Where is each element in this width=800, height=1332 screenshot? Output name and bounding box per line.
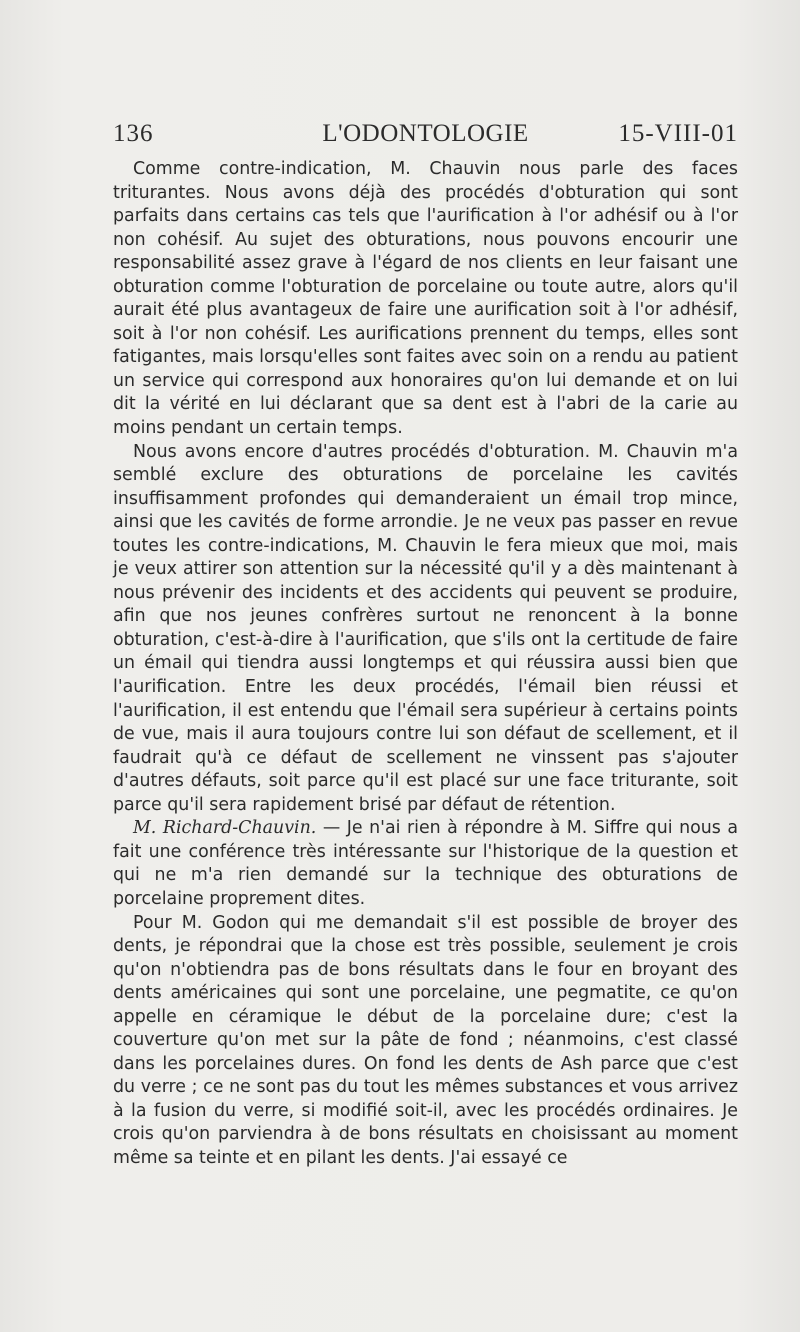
paragraph-3-text: — Je n'ai rien à répondre à M. Siffre qui nous a fait une conférence très intéressante sur l'historique de la question et qui ne m'a rien demandé sur la technique des obturations de porcelaine proprement dites.	[113, 818, 738, 909]
speaker-name: M. Richard-Chauvin.	[133, 818, 317, 839]
issue-date: 15-VIII-01	[618, 120, 738, 147]
page-header	[113, 120, 738, 154]
paragraph-3	[113, 817, 738, 911]
paragraph-1: Comme contre-indication, M. Chauvin nous parle des faces triturantes. Nous avons déjà des procédés d'obturation qui sont parfaits dans certains cas tels que l'aurification à l'or adhésif ou à l'or non cohésif. Au sujet des obturations, nous pouvons encourir une responsabilité assez grave à l'égard de nos clients en leur faisant une obturation comme l'obturation de porcelaine ou toute autre, alors qu'il aurait été plus avantageux de faire une aurification soit à l'or adhésif, soit à l'or non cohésif. Les aurifications prennent du temps, elles sont fatigantes, mais lorsqu'elles sont faites avec soin on a rendu au patient un service qui correspond aux honoraires qu'on lui demande et on lui dit la vérité en lui déclarant que sa dent est à l'abri de la carie au moins pendant un certain temps.	[113, 159, 738, 439]
body-text	[113, 158, 738, 1171]
paragraph-4: Pour M. Godon qui me demandait s'il est possible de broyer des dents, je répondrai que la chose est très possible, seulement je crois qu'on n'obtiendra pas de bons résultats dans le four en broyant des dents américaines qui sont une porcelaine, une pegmatite, ce qu'on appelle en céramique le début de la porcelaine dure; c'est la couverture qu'on met sur la pâte de fond ; néanmoins, c'est classé dans les porcelaines dures. On fond les dents de Ash parce que c'est du verre ; ce ne sont pas du tout les mêmes substances et vous arrivez à la fusion du verre, si modifié soit-il, avec les procédés ordinaires. Je crois qu'on parviendra à de bons résultats en choisissant au moment même sa teinte et en pilant les dents. J'ai essayé ce	[113, 912, 738, 1168]
page-number: 136	[113, 120, 154, 147]
paragraph-2: Nous avons encore d'autres procédés d'obturation. M. Chauvin m'a semblé exclure des obturations de porcelaine les cavités insuffisamment profondes qui demanderaient un émail trop mince, ainsi que les cavités de forme arrondie. Je ne veux pas passer en revue toutes les contre-indications, M. Chauvin le fera mieux que moi, mais je veux attirer son attention sur la nécessité qu'il y a dès maintenant à nous prévenir des incidents et des accidents qui peuvent se produire, afin que nos jeunes confrères surtout ne renoncent à la bonne obturation, c'est-à-dire à l'aurification, que s'ils ont la certitude de faire un émail qui tiendra aussi longtemps et qui réussira aussi bien que l'aurification. Entre les deux procédés, l'émail bien réussi et l'aurification, il est entendu que l'émail sera supérieur à certains points de vue, mais il aura toujours contre lui son défaut de scellement, et il faudrait qu'à ce défaut de scellement ne vinssent pas s'ajouter d'autres défauts, soit parce qu'il est placé sur une face triturante, soit parce qu'il sera rapidement brisé par défaut de rétention.	[113, 441, 738, 815]
running-title: L'ODONTOLOGIE	[322, 120, 529, 147]
